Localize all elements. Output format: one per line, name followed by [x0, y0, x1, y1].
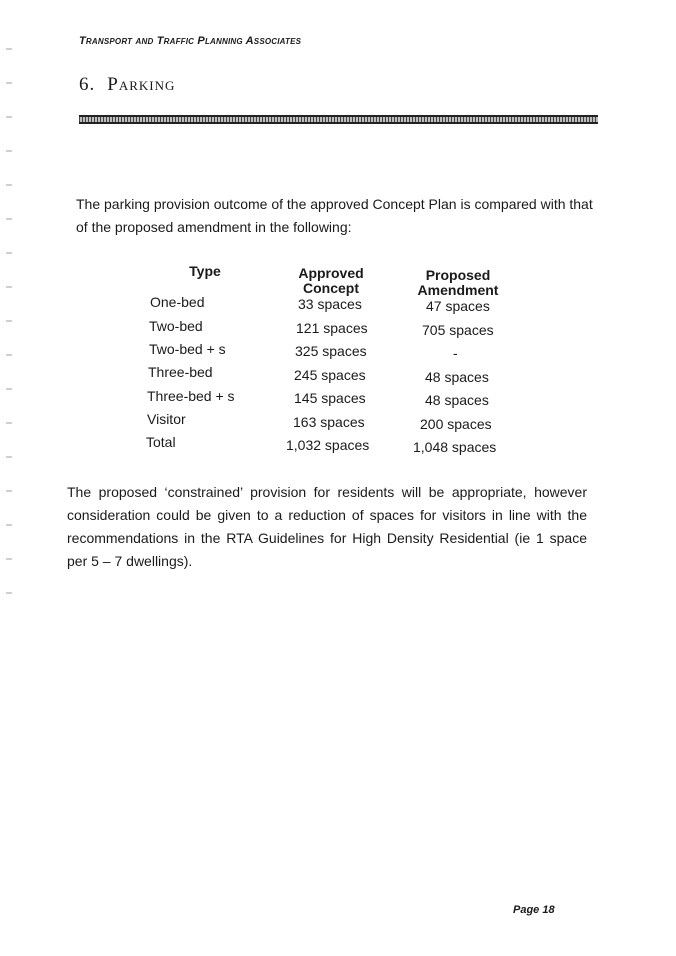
row-approved: 325 spaces — [295, 343, 367, 359]
section-divider — [79, 115, 598, 124]
row-type: Three-bed + s — [147, 388, 235, 404]
row-proposed: 705 spaces — [422, 322, 494, 338]
row-type: Two-bed — [149, 318, 203, 334]
row-proposed: 48 spaces — [425, 392, 489, 408]
section-title: Parking — [107, 74, 176, 95]
section-heading — [79, 74, 175, 96]
row-proposed: 200 spaces — [420, 416, 492, 432]
page-number: Page 18 — [513, 904, 555, 916]
row-type: Visitor — [147, 411, 186, 427]
row-approved: 245 spaces — [294, 367, 366, 383]
row-approved: 163 spaces — [293, 414, 365, 430]
section-number: 6. — [79, 74, 96, 95]
row-type: One-bed — [150, 294, 205, 310]
header-proposed-line2: Amendment — [417, 282, 499, 298]
row-approved: 121 spaces — [296, 320, 368, 336]
intro-paragraph: The parking provision outcome of the approved Concept Plan is compared with that of the proposed amendment in the following: — [76, 196, 593, 235]
header-type: Type — [189, 263, 221, 279]
conclusion-paragraph: The proposed ‘constrained’ provision for residents will be appropriate, however consideration could be given to a reduction of spaces for visitors in line with the recommendations in the RTA Guidelines for High Density Residential (ie 1 space per 5 – 7 dwellings). — [67, 484, 587, 569]
running-header: Transport and Traffic Planning Associates — [79, 35, 302, 47]
row-proposed: 47 spaces — [426, 298, 490, 314]
row-proposed: 48 spaces — [425, 369, 489, 385]
scan-margin-marks — [6, 30, 12, 600]
row-proposed: - — [453, 345, 458, 361]
row-approved: 145 spaces — [294, 390, 366, 406]
row-proposed: 1,048 spaces — [413, 439, 497, 455]
header-approved-line1: Approved — [298, 265, 364, 281]
header-proposed-line1: Proposed — [425, 267, 491, 283]
row-type: Total — [146, 434, 176, 450]
row-approved: 33 spaces — [298, 296, 362, 312]
row-approved: 1,032 spaces — [286, 437, 370, 453]
row-type: Three-bed — [148, 364, 213, 380]
row-type: Two-bed + s — [149, 341, 226, 357]
header-approved-line2: Concept — [303, 280, 359, 296]
